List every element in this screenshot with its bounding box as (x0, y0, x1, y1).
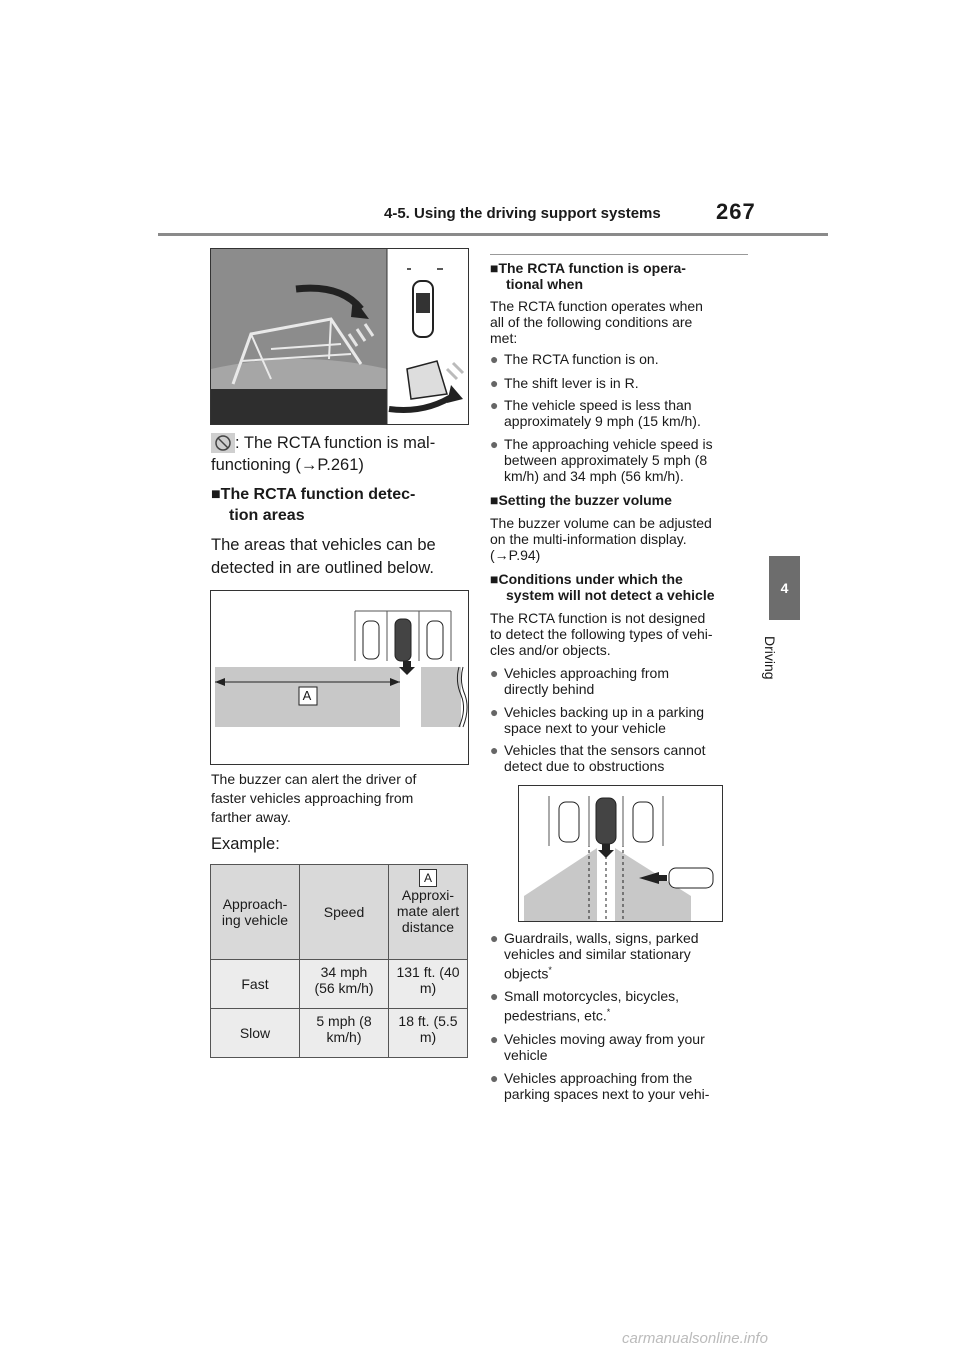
list-item: ● Vehicles approaching from the parking spaces next to your vehi- (490, 1070, 710, 1102)
rcta-display-figure (210, 248, 469, 425)
header-approaching-vehicle: Approach- ing vehicle (211, 865, 300, 960)
list-item: ● Vehicles approaching from directly behind (490, 665, 669, 697)
cell-distance: 131 ft. (40 m) (389, 960, 468, 1009)
area-a-label: A (302, 688, 312, 703)
cell-distance: 18 ft. (5.5 m) (389, 1009, 468, 1058)
operational-intro-line3: met: (490, 330, 518, 346)
buzzer-note-line2: faster vehicles approaching from (211, 790, 414, 806)
table-header-row (211, 865, 468, 960)
fig1-caption-line2: functioning (→P.261) (211, 456, 364, 474)
cell-speed: 5 mph (8 km/h) (300, 1009, 389, 1058)
obstruction-illustration (519, 786, 722, 921)
list-item: ● Vehicles backing up in a parking space next to your vehicle (490, 704, 705, 736)
operational-heading-line1: ■The RCTA function is opera- (490, 260, 686, 276)
detection-intro-line2: detected in are outlined below. (211, 559, 434, 577)
right-column-rule (490, 254, 748, 255)
conditions-intro-line3: cles and/or objects. (490, 642, 611, 658)
chapter-tab-label-text: Driving (762, 636, 778, 680)
detection-area-figure (210, 590, 469, 765)
alert-distance-table (210, 864, 468, 1058)
footnote-marker: * (606, 1007, 611, 1017)
list-item: ● The approaching vehicle speed is between approximately 5 mph (8 km/h) and 34 mph (56 km/h). (490, 436, 713, 484)
list-item: ● The shift lever is in R. (490, 375, 639, 391)
table-row (211, 1009, 468, 1058)
detection-areas-heading-line1: ■The RCTA function detec- (211, 486, 416, 503)
cell-speed: 34 mph (56 km/h) (300, 960, 389, 1009)
conditions-heading-line2: system will not detect a vehicle (506, 587, 715, 603)
operational-intro-line2: all of the following conditions are (490, 314, 693, 330)
list-item: ● The vehicle speed is less than approximately 9 mph (15 km/h). (490, 397, 701, 429)
list-item: ● Small motorcycles, bicycles, pedestrians, etc.* (490, 988, 680, 1024)
example-label: Example: (211, 835, 280, 853)
cell-vehicle: Fast (211, 960, 300, 1009)
section-title: 4-5. Using the driving support systems (384, 205, 661, 222)
buzzer-heading: ■Setting the buzzer volume (490, 492, 672, 508)
buzzer-note-line1: The buzzer can alert the driver of (211, 771, 417, 787)
chapter-tab-label (762, 632, 802, 692)
list-item: ● The RCTA function is on. (490, 351, 659, 367)
list-item: ● Guardrails, walls, signs, parked vehicles and similar stationary objects* (490, 930, 699, 982)
header-rule (158, 233, 828, 236)
detection-areas-heading-line2: tion areas (229, 507, 305, 524)
area-a-badge: A (419, 869, 437, 887)
buzzer-note-line3: farther away. (211, 809, 291, 825)
fig1-caption-line1: : The RCTA function is mal- (235, 434, 436, 452)
conditions-intro-line1: The RCTA function is not designed (490, 610, 706, 626)
chapter-tab-number: 4 (769, 556, 800, 620)
footnote-marker: * (548, 965, 552, 975)
detection-area-illustration (211, 591, 468, 764)
operational-intro-line1: The RCTA function operates when (490, 298, 703, 314)
detection-intro-line1: The areas that vehicles can be (211, 536, 436, 554)
conditions-heading-line1: ■Conditions under which the (490, 571, 683, 587)
list-item: ● Vehicles that the sensors cannot detect due to obstructions (490, 742, 706, 774)
operational-heading-line2: tional when (506, 276, 583, 292)
header-speed: Speed (300, 865, 389, 960)
obstruction-figure (518, 785, 723, 922)
header-alert-distance: A Approxi- mate alert distance (389, 865, 468, 960)
buzzer-line1: The buzzer volume can be adjusted (490, 515, 712, 531)
conditions-intro-line2: to detect the following types of vehi- (490, 626, 713, 642)
cell-vehicle: Slow (211, 1009, 300, 1058)
rcta-malfunction-icon (211, 433, 235, 453)
page-number: 267 (716, 199, 756, 224)
watermark: carmanualsonline.info (622, 1330, 768, 1347)
buzzer-line2: on the multi-information display. (490, 531, 687, 547)
list-item: ● Vehicles moving away from your vehicle (490, 1031, 705, 1063)
buzzer-line3: (→P.94) (490, 547, 541, 563)
table-row (211, 960, 468, 1009)
rcta-display-illustration (211, 249, 468, 424)
